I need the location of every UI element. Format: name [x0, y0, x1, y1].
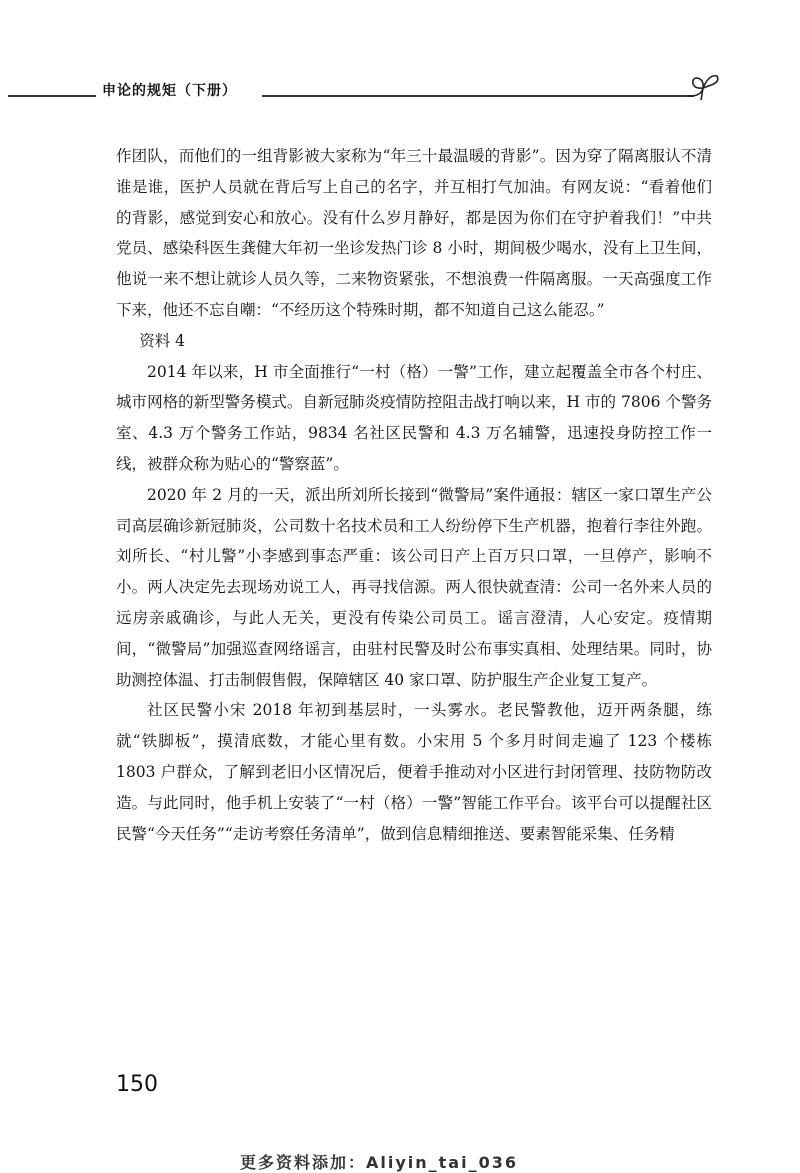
header-rule-left — [8, 95, 96, 97]
paragraph: 社区民警小宋 2018 年初到基层时，一头雾水。老民警教他，迈开两条腿，练就“铁脚板”，摸清底数，才能心里有数。小宋用 5 个多月时间走遍了 123 个楼栋 1803 户群众，了解到老旧小区情况后，便着手推动对小区进行封闭管理、技防物防改造。与此同时，他手机上安装了“一村（格）一警”智能工作平台。该平台可以提醒社区民警“今天任务”“走访考察任务清单”，做到信息精细推送、要素智能采集、任务精 — [116, 701, 712, 843]
paragraph: 2020 年 2 月的一天，派出所刘所长接到“微警局”案件通报：辖区一家口罩生产公司高层确诊新冠肺炎，公司数十名技术员和工人纷纷停下生产机器，抱着行李往外跑。刘所长、“村儿警”小李感到事态严重：该公司日产上百万只口罩，一旦停产，影响不小。两人决定先去现场劝说工人，再寻找信源。两人很快就查清：公司一名外来人员的远房亲戚确诊，与此人无关，更没有传染公司员工。谣言澄清，人心安定。疫情期间，“微警局”加强巡查网络谣言，由驻村民警及时公布事实真相、处理结果。同时，协助测控体温、打击制假售假，保障辖区 40 家口罩、防护服生产企业复工复产。 — [116, 485, 712, 689]
book-title: 申论的规矩（下册） — [102, 83, 237, 99]
section-label-material-4: 资料 4 — [139, 331, 186, 350]
running-header — [0, 70, 800, 110]
page-number: 150 — [116, 1072, 158, 1097]
paragraph-continued: 作团队，而他们的一组背影被大家称为“年三十最温暖的背影”。因为穿了隔离服认不清谁是谁，医护人员就在背后写上自己的名字，并互相打气加油。有网友说：“看着他们的背影，感觉到安心和放心。没有什么岁月静好，都是因为你们在守护着我们！”中共党员、感染科医生龚健大年初一坐诊发热门诊 8 小时，期间极少喝水，没有上卫生间，他说一来不想让就诊人员久等，二来物资紧张，不想浪费一件隔离服。一天高强度工作下来，他还不忘自嘲：“不经历这个特殊时期，都不知道自己这么能忍。” — [116, 147, 712, 319]
sprout-icon — [683, 70, 723, 104]
article-body — [116, 141, 712, 849]
header-rule-right — [262, 95, 694, 97]
footer-watermark: 更多资料添加：Aliyin_tai_036 — [240, 1153, 518, 1172]
paragraph: 2014 年以来，H 市全面推行“一村（格）一警”工作，建立起覆盖全市各个村庄、城市网格的新型警务模式。自新冠肺炎疫情防控阻击战打响以来，H 市的 7806 个警务室、4.3 万个警务工作站，9834 名社区民警和 4.3 万名辅警，迅速投身防控工作一线，被群众称为贴心的“警察蓝”。 — [116, 362, 712, 473]
